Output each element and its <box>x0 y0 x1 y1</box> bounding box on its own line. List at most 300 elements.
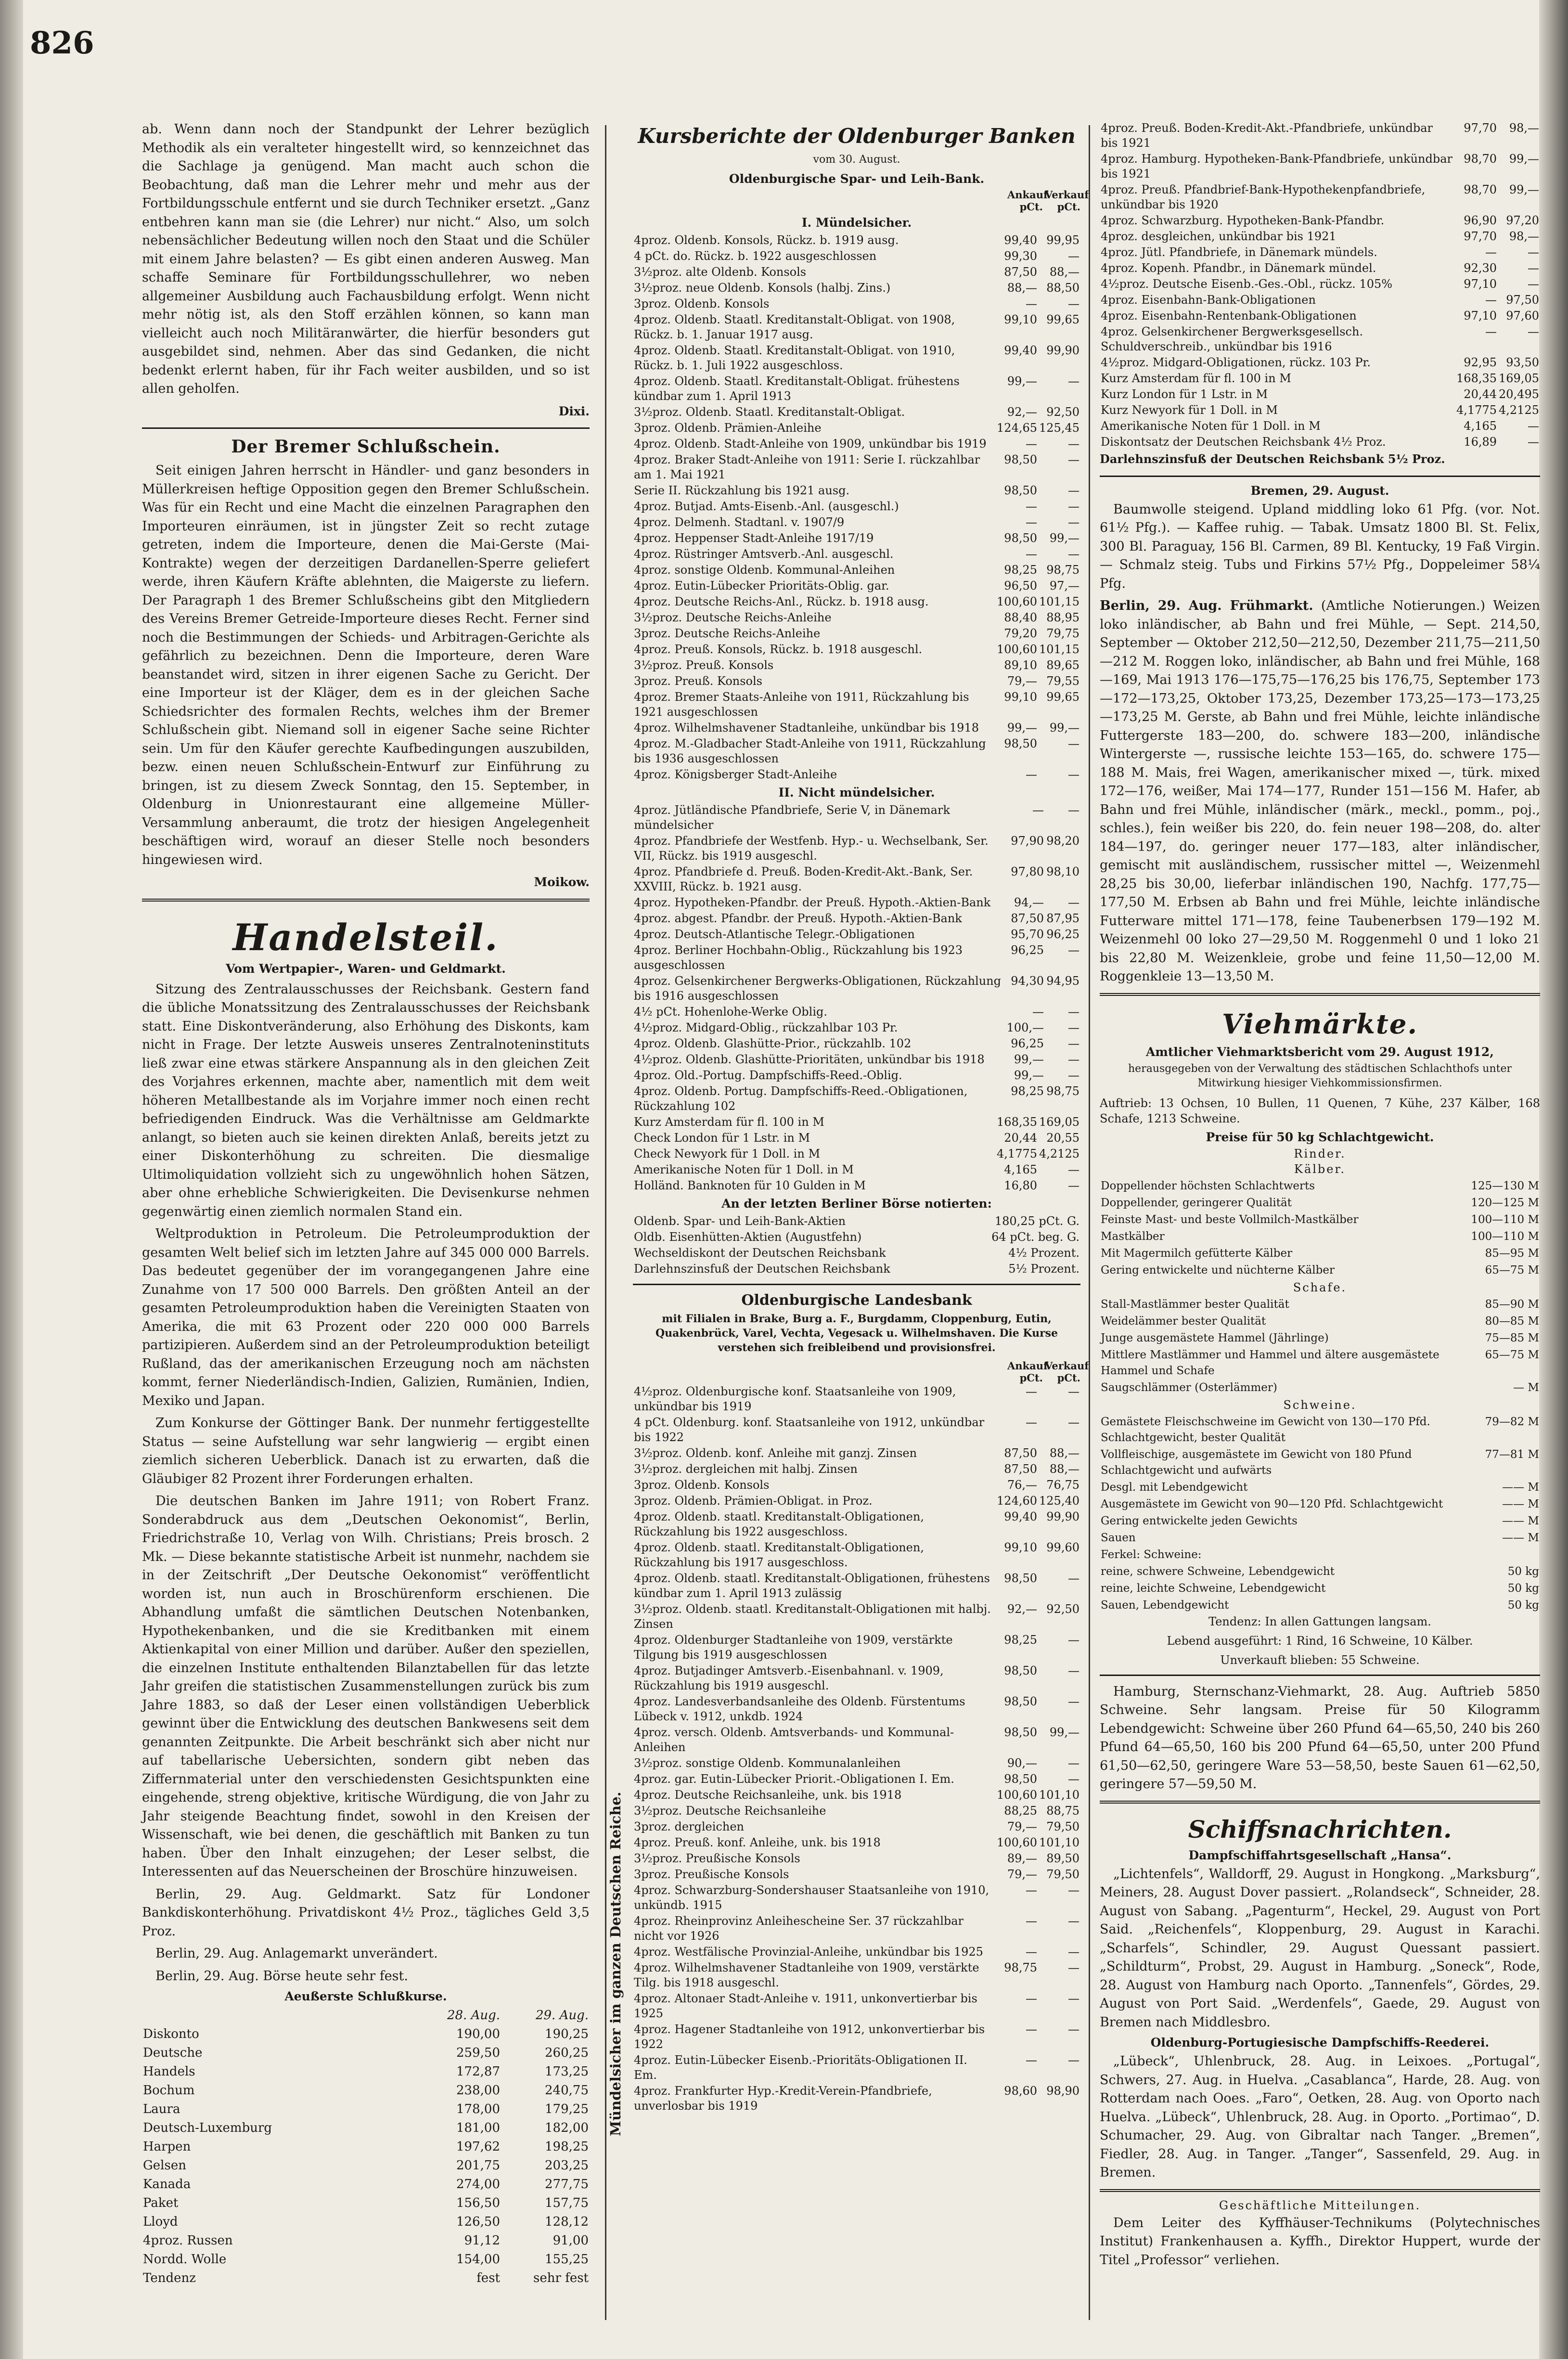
bond-row <box>633 626 1080 642</box>
bond-row <box>633 1540 1080 1571</box>
row-value: 79,— <box>1007 674 1038 688</box>
vieh-category-schafe: Schafe. <box>1293 1280 1347 1294</box>
row-value: 79,20 <box>1004 627 1038 640</box>
row-value: 168,35 <box>997 1115 1038 1129</box>
row-value: 65—75 M <box>1485 1263 1539 1276</box>
row-value: 89,50 <box>1046 1852 1080 1865</box>
row-value: 98,— <box>1509 230 1539 243</box>
paragraph: ab. Wenn dann noch der Standpunkt der Lehrer bezüglich Methodik als ein veralteter hingestellt wird, so kennzeichnet das die Sachlage ja genügend. Man macht auch schon die Beobachtung, daß man die Lehrer mehr und mehr aus der Fortbildungsschule entfernt und sie durch Techniker ersetzt. „Ganz entbehren kann man sie (die Lehrer) nur nicht.“ Also, um solch nebensächlicher Bedeutung willen noch den Staat und die Schüler mit einem Jahre belasten? — Es gibt einen anderen Ausweg. Man schaffe Seminare für Fortbildungsschullehrer, wo neben allgemeiner Ausbildung auch Fachausbildung erfolgt. Wenn nicht mehr nötig ist, als den Stoff erzählen können, so kann man vielleicht auch noch Militäranwärter, die hierfür besonders gut ausgebildet sind, nehmen. Aber das sind Gedanken, die nicht bedenkt erlernt haben, für ihr Fach weiter ausbilden, und so ist allen geholfen. <box>142 122 590 396</box>
row-value: 97,— <box>1049 579 1080 593</box>
bremen-market-text: Baumwolle steigend. Upland middling loko 61 Pfg. (vor. Not. 61½ Pfg.). — Kaffee ruhig. — Tabak. Umsatz 1800 Bl. St. Felix, 300 Bl. Paraguay, 156 Bl. Carmen, 89 Bl. Kentucky, 19 Faß Virgin. — Schmalz steig. Tubs und Firkins 57½ Pfg., Doppeleimer 58¼ Pfg. <box>1100 502 1540 591</box>
price-row <box>1100 1496 1540 1513</box>
row-value: 100,60 <box>997 595 1038 608</box>
row-value: 96,90 <box>1464 214 1497 227</box>
price-row <box>1100 1597 1540 1614</box>
bond-row <box>633 1004 1080 1020</box>
row-value: — <box>1026 1945 1038 1959</box>
row-label: Ausgemästete im Gewicht von 90—120 Pfd. Schlachtgewicht <box>1101 1497 1443 1510</box>
bond-row <box>633 280 1080 296</box>
bond-row <box>633 530 1080 546</box>
row-value: 99,40 <box>1004 344 1038 357</box>
row-value: 101,10 <box>1039 1836 1080 1849</box>
bond-row <box>633 1725 1080 1755</box>
row-value: —— M <box>1502 1531 1539 1544</box>
row-label: 3proz. Oldenb. Konsols <box>634 297 770 310</box>
row-value: 79—82 M <box>1485 1415 1539 1428</box>
bond-row <box>633 1991 1080 2022</box>
row-label: 4 pCt. do. Rückz. b. 1922 ausgeschlossen <box>634 249 877 263</box>
row-value: 98,20 <box>1046 834 1080 848</box>
row-value: — <box>1068 1992 1080 2005</box>
row-value: 99,40 <box>1004 233 1038 247</box>
row-value: 90,— <box>1007 1756 1038 1770</box>
bond-row <box>633 374 1080 404</box>
row-label: Holländ. Banknoten für 10 Gulden in M <box>634 1179 866 1192</box>
row-value: — <box>1068 1037 1080 1050</box>
row-value: 98,25 <box>1004 1633 1038 1647</box>
kursberichte-title: Kursberichte der Oldenburger Banken <box>638 124 1076 148</box>
row-label: 3½proz. Preuß. Konsols <box>634 658 774 672</box>
row-value: —— M <box>1502 1514 1539 1527</box>
row-label: 3proz. Deutsche Reichs-Anleihe <box>634 627 821 640</box>
row-label: 4½proz. Oldenburgische konf. Staatsanleihe von 1909, unkündbar bis 1919 <box>634 1385 956 1413</box>
row-label: 4proz. Schwarzburg. Hypotheken-Bank-Pfandbr. <box>1101 214 1385 227</box>
bond-row <box>633 911 1080 927</box>
row-value: 92,50 <box>1046 1602 1080 1616</box>
price-row <box>1100 1530 1540 1547</box>
berlin-row <box>633 1245 1080 1261</box>
divider <box>142 899 590 902</box>
bond-row <box>633 1787 1080 1803</box>
bond-row <box>633 312 1080 343</box>
divider <box>633 1284 1080 1285</box>
bond-row <box>633 610 1080 626</box>
row-label: 4proz. Schwarzburg-Sondershauser Staatsanleihe von 1910, unkündb. 1915 <box>634 1883 990 1912</box>
row-label: Doppellender, geringerer Qualität <box>1101 1196 1292 1209</box>
row-value: — <box>1068 1772 1080 1786</box>
fx-row <box>633 1162 1080 1178</box>
row-value: 120—125 M <box>1471 1196 1539 1209</box>
price-row <box>1100 1379 1540 1396</box>
bond-row <box>633 1851 1080 1867</box>
price-row <box>1100 1479 1540 1496</box>
row-value: 124,65 <box>997 421 1038 435</box>
bond-row <box>633 1068 1080 1083</box>
bond-row <box>633 1663 1080 1694</box>
row-value: — <box>1485 325 1497 338</box>
bond-row <box>1100 292 1540 308</box>
row-value: 156,50 <box>456 2196 500 2210</box>
row-label: 4proz. Wilhelmshavener Stadtanleihe von 1909, verstärkte Tilg. bis 1918 ausgeschl. <box>634 1961 979 1989</box>
bond-row <box>633 499 1080 515</box>
row-value: — <box>1068 1945 1080 1959</box>
row-value: — <box>1026 1385 1038 1398</box>
row-value: 88,95 <box>1046 611 1080 624</box>
vieh-table-schafe <box>1100 1296 1540 1396</box>
row-value: 92,50 <box>1046 405 1080 419</box>
row-label: 3½proz. Deutsche Reichs-Anleihe <box>634 611 832 624</box>
bank1-table-b <box>633 802 1080 1114</box>
row-label: Vollfleischige, ausgemästete im Gewicht von 180 Pfund Schlachtgewicht und aufwärts <box>1101 1448 1412 1477</box>
row-value: 89,65 <box>1046 658 1080 672</box>
row-value: 173,25 <box>545 2064 589 2079</box>
bond-row <box>633 436 1080 452</box>
bond-row <box>633 594 1080 610</box>
row-value: 101,15 <box>1039 643 1080 656</box>
row-value: 97,20 <box>1506 214 1539 227</box>
row-label: 4proz. sonstige Oldenb. Kommunal-Anleihen <box>634 563 895 577</box>
row-value: 274,00 <box>456 2177 500 2191</box>
row-label: 4proz. Deutsche Reichs-Anl., Rückz. b. 1918 ausg. <box>634 595 929 608</box>
bond-row <box>1100 260 1540 276</box>
row-label: 4proz. Hamburg. Hypotheken-Bank-Pfandbriefe, unkündbar bis 1921 <box>1101 152 1453 180</box>
row-label: 4proz. Wilhelmshavener Stadtanleihe, unkündbar bis 1918 <box>634 721 979 735</box>
row-value: 201,75 <box>456 2158 500 2173</box>
row-value: 85—95 M <box>1485 1247 1539 1260</box>
row-label: Desgl. mit Lebendgewicht <box>1101 1481 1248 1494</box>
row-value: — <box>1528 325 1539 338</box>
reichsbank-note: Darlehnszinsfuß der Deutschen Reichsbank 5½ Proz. <box>1100 452 1445 466</box>
row-value: 155,25 <box>545 2252 589 2267</box>
bond-row <box>633 404 1080 420</box>
row-value: 190,25 <box>545 2027 589 2041</box>
bond-row <box>633 1755 1080 1771</box>
vieh-unit: Preise für 50 kg Schlachtgewicht. <box>1206 1130 1434 1144</box>
row-value: — <box>1068 374 1080 388</box>
bond-row <box>1100 276 1540 292</box>
row-value: — <box>1026 2053 1038 2067</box>
row-value: 99,10 <box>1004 313 1038 326</box>
row-value: 99,— <box>1014 1053 1044 1066</box>
row-value: — <box>1068 249 1080 263</box>
bond-row <box>633 515 1080 530</box>
row-value: 99,— <box>1007 721 1038 735</box>
row-label: Nordd. Wolle <box>143 2252 227 2267</box>
row-value: 79,50 <box>1046 1820 1080 1833</box>
row-value: 259,50 <box>456 2046 500 2060</box>
row-value: 98,— <box>1509 121 1539 135</box>
row-label: 3½proz. Deutsche Reichsanleihe <box>634 1804 826 1818</box>
bond-row <box>1100 355 1540 371</box>
row-label: 4proz. Frankfurter Hyp.-Kredit-Verein-Pfandbriefe, unverlosbar bis 1919 <box>634 2084 932 2113</box>
row-label: 4proz. Oldenb. Stadt-Anleihe von 1909, unkündbar bis 1919 <box>634 437 987 451</box>
row-value: 99,— <box>1049 531 1080 545</box>
row-value: 98,70 <box>1464 183 1497 196</box>
vieh-auftrieb: Auftrieb: 13 Ochsen, 10 Bullen, 11 Quenen, 7 Kühe, 237 Kälber, 168 Schafe, 1213 Schweine. <box>1100 1096 1540 1125</box>
bond-row <box>633 2022 1080 2052</box>
row-label: 3½proz. Preußische Konsols <box>634 1852 800 1865</box>
row-value: 16,89 <box>1464 435 1497 449</box>
row-label: Deutsch-Luxemburg <box>143 2121 272 2135</box>
row-label: Serie II. Rückzahlung bis 1921 ausg. <box>634 484 850 497</box>
bond-row <box>633 973 1080 1004</box>
row-label: 4proz. Kopenh. Pfandbr., in Dänemark mündel. <box>1101 261 1376 275</box>
bond-row <box>633 546 1080 562</box>
row-value: 98,75 <box>1004 1961 1038 1974</box>
bond-row <box>633 296 1080 312</box>
quote-row <box>142 2175 590 2194</box>
row-value: —— M <box>1502 1481 1539 1494</box>
row-label: 4proz. Delmenh. Stadtanl. v. 1907/9 <box>634 516 845 529</box>
row-value: 98,50 <box>1004 1664 1038 1677</box>
row-value: 87,95 <box>1046 912 1080 925</box>
row-label: Gering entwickelte und nüchterne Kälber <box>1101 1263 1335 1276</box>
quote-row <box>142 2119 590 2138</box>
bond-row <box>1100 120 1540 151</box>
bond-row <box>633 767 1080 783</box>
row-value: 97,10 <box>1464 309 1497 322</box>
row-label: Junge ausgemästete Hammel (Jährlinge) <box>1101 1331 1329 1344</box>
divider <box>1100 476 1540 477</box>
divider <box>1100 993 1540 996</box>
bond-row <box>1100 229 1540 245</box>
row-label: 4½proz. Midgard-Oblig., rückzahlbar 103 Pr. <box>634 1021 898 1034</box>
bond-row <box>633 1803 1080 1819</box>
row-value: 99,65 <box>1046 313 1080 326</box>
bank-continued-table <box>1100 120 1540 450</box>
row-value: — <box>1068 1914 1080 1928</box>
row-label: reine, leichte Schweine, Lebendgewicht <box>1101 1582 1326 1595</box>
row-value: 96,25 <box>1011 943 1044 957</box>
intro-signature: Dixi. <box>558 404 590 418</box>
row-label: Paket <box>143 2196 179 2210</box>
row-value: 125,45 <box>1039 421 1080 435</box>
row-value: — <box>1026 437 1038 451</box>
row-value: 4,165 <box>1464 419 1497 433</box>
quote-row <box>142 2063 590 2081</box>
row-label: 4½proz. Deutsche Eisenb.-Ges.-Obl., rückz. 105% <box>1101 277 1393 291</box>
row-label: Tendenz <box>143 2271 196 2285</box>
row-value: 79,50 <box>1046 1868 1080 1881</box>
price-row <box>1100 1446 1540 1479</box>
row-value: 88,— <box>1049 1462 1080 1476</box>
row-label: 4proz. Oldenb. staatl. Kreditanstalt-Obligationen, Rückzahlung bis 1917 ausgeschloss. <box>634 1541 924 1569</box>
row-label: 4proz. versch. Oldenb. Amtsverbands- und Kommunal-Anleihen <box>634 1726 954 1754</box>
bond-row <box>633 1083 1080 1114</box>
row-value: 92,— <box>1007 405 1038 419</box>
row-label: 4proz. Jütl. Pfandbriefe, in Dänemark mündels. <box>1101 245 1377 259</box>
column-divider-1 <box>605 125 606 2320</box>
fx-row <box>633 1130 1080 1146</box>
row-value: — <box>1068 1385 1080 1398</box>
vieh-category-kaelber: Kälber. <box>1294 1162 1346 1176</box>
quotes-title: Aeußerste Schlußkurse. <box>284 1989 447 2003</box>
table-head <box>633 1360 1089 1384</box>
price-row <box>1100 1228 1540 1245</box>
divider <box>1100 1801 1540 1804</box>
price-row <box>1100 1347 1540 1379</box>
section-mündelsicher: I. Mündelsicher. <box>801 216 912 230</box>
row-value: — <box>1068 896 1080 909</box>
price-row <box>1100 1245 1540 1262</box>
row-label: 4proz. Gelsenkirchener Bergwerksgesellsch. Schuldverschreib., unkündbar bis 1916 <box>1101 325 1363 353</box>
row-label: 3proz. Preußische Konsols <box>634 1868 789 1881</box>
row-value: 99,— <box>1509 152 1539 166</box>
row-label: Check London für 1 Lstr. in M <box>634 1131 810 1145</box>
row-label: 4proz. Russen <box>143 2233 233 2248</box>
row-value: 91,00 <box>553 2233 589 2248</box>
row-label: 4proz. Bremer Staats-Anleihe von 1911, Rückzahlung bis 1921 ausgeschlossen <box>634 690 969 719</box>
row-value: 172,87 <box>456 2064 500 2079</box>
row-value: — <box>1068 1053 1080 1066</box>
row-value: 126,50 <box>456 2215 500 2229</box>
row-label: Kanada <box>143 2177 191 2191</box>
row-value: 169,05 <box>1039 1115 1080 1129</box>
row-value: — <box>1026 547 1038 561</box>
row-value: 98,10 <box>1046 865 1080 878</box>
row-value: 99,— <box>1014 1069 1044 1082</box>
row-label: 4proz. Oldenb. Konsols, Rückz. b. 1919 ausg. <box>634 233 899 247</box>
row-value: — <box>1068 547 1080 561</box>
quote-row <box>142 2025 590 2044</box>
row-label: Saugschlämmer (Osterlämmer) <box>1101 1381 1277 1394</box>
row-value: 92,95 <box>1464 356 1497 369</box>
table-head <box>633 189 1089 213</box>
row-value: 97,50 <box>1506 293 1539 307</box>
berlin-row <box>633 1261 1080 1277</box>
row-label: 4proz. Heppenser Stadt-Anleihe 1917/19 <box>634 531 874 545</box>
row-value: 98,50 <box>1004 1726 1038 1739</box>
row-value: 16,80 <box>1004 1179 1038 1192</box>
row-value: — <box>1528 245 1539 259</box>
row-value: 100,60 <box>997 643 1038 656</box>
row-value: 98,50 <box>1004 1695 1038 1708</box>
row-value: fest <box>476 2271 500 2285</box>
row-label: 3½proz. Oldenb. Staatl. Kreditanstalt-Obligat. <box>634 405 905 419</box>
row-label: 4 pCt. Oldenburg. konf. Staatsanleihe von 1912, unkündbar bis 1922 <box>634 1416 985 1444</box>
row-value: 181,00 <box>456 2121 500 2135</box>
row-value: 197,62 <box>456 2140 500 2154</box>
row-value: 4½ Prozent. <box>1008 1246 1080 1260</box>
row-label: Bochum <box>143 2083 195 2098</box>
row-label: 3proz. Oldenb. Prämien-Obligat. in Proz. <box>634 1494 873 1508</box>
bremen-article-title: Der Bremer Schlußschein. <box>231 437 501 457</box>
row-value: 98,50 <box>1004 531 1038 545</box>
bond-row <box>633 864 1080 895</box>
row-label: Gering entwickelte jeden Gewichts <box>1101 1514 1298 1527</box>
row-value: 50 kg <box>1507 1565 1539 1578</box>
row-label: 4proz. Pfandbriefe der Westfenb. Hyp.- u. Wechselbank, Ser. VII, Rückz. bis 1919 ausgeschl. <box>634 834 989 863</box>
bond-row <box>633 1509 1080 1540</box>
row-label: 4proz. Preuß. konf. Anleihe, unk. bis 1918 <box>634 1836 881 1849</box>
bank2-table <box>633 1384 1080 2114</box>
berlin-market-body: (Amtliche Notierungen.) Weizen loko inländischer, ab Bahn und frei Mühle, — Sept. 214,50, September — Oktober 212,50—212,50, Dezember 211,75—211,50—212 M. Roggen loko, inländischer, ab Bahn und frei Mühle, 168—169, Mai 1913 176—175,75—176,25 bis 176,75, September 173—172—173,25, Oktober 173,25, Dezember 173,25—173—173,25—173,25 M. Gerste, ab Bahn und frei Mühle, leichte inländische Futtergerste 183—200, do. schwere 183—200, inländische Wintergerste —, russische leichte 153—165, do. schwere 175—188 M. Mais, frei Wagen, amerikanischer mixed —, türk. mixed 172—176, weißer, Mai 174—177, Runder 151—156 M. Hafer, ab Bahn und frei Mühle, inländischer (märk., meckl., pomm., poj., schles.), fein weißer bis 220, do. fein neuer 198—208, do. alter 184—197, do. geringer neuer 177—183, alter inländischer, gemischt mit ausländischem, russischer mittel —, Weizenmehl 28,25 bis 30,00, lieferbar inländischen 190, Nachfg. 177,75—177,50 M. Erbsen ab Bahn und frei Mühle, leichte inländische Futterware mittel 171—178, feine Taubenerbsen 179—192 M. Weizenmehl 00 loko 27—29,50 M. Roggenmehl 0 und 1 loko 21 bis 22,80 M. Weizenkleie, grobe und feine 11,50—12,00 M. Roggenkleie 13—13,50 M. <box>1100 598 1540 984</box>
bond-row <box>633 1771 1080 1787</box>
row-value: 98,75 <box>1046 563 1080 577</box>
bond-row <box>1100 371 1540 387</box>
row-value: — <box>1068 803 1080 817</box>
row-value: — <box>1068 943 1080 957</box>
section-nicht-mündelsicher: II. Nicht mündelsicher. <box>778 786 935 799</box>
quotes-table <box>142 2006 590 2288</box>
paragraph: Die deutschen Banken im Jahre 1911; von Robert Franz. Sonderabdruck aus dem „Deutschen Oekonomist“, Berlin, Friedrichstraße 10, Verlag von Wilh. Christians; Preis brosch. 2 Mk. — Diese bekannte statistische Arbeit ist nunmehr, nachdem sie in der Zeitschrift „Der Deutsche Oekonomist“ veröffentlicht worden ist, nun auch in Broschürenform erschienen. Die Abhandlung umfaßt die sämtlichen Deutschen Notenbanken, Hypothekenbanken, und die sie Kreditbanken mit einem Aktienkapital von einer Million und darüber. Außer den speziellen, die einzelnen Institute enthaltenden Bilanztabellen für das letzte Jahr greifen die statistischen Zusammenstellungen zurück bis zum Jahre 1883, so daß der Leser einen vollständigen Ueberblick gewinnt über die Entwicklung des deutschen Bankwesens seit dem genannten Zeitpunkte. Die Arbeit beschränkt sich aber nicht nur auf tabellarische Uebersichten, sondern gibt neben das Ziffernmaterial unter den verschiedensten Gesichtspunkten eine eingehende, streng objektive, kritische Würdigung, die von Jahr zu Jahr steigende Beachtung findet, sowohl in den Kreisen der Wissenschaft, wie bei denen, die geschäftlich mit Banken zu tun haben. Über den Inhalt einzugehen; der Leser selbst, die Interessenten auf das Neuerscheinen der Broschüre hinzuweisen. <box>142 1494 590 1879</box>
row-value: 98,25 <box>1004 563 1038 577</box>
row-value: 87,50 <box>1011 912 1044 925</box>
bond-row <box>633 578 1080 594</box>
row-value: 99,30 <box>1004 249 1038 263</box>
row-value: 89,— <box>1007 1852 1038 1865</box>
row-value: — <box>1485 245 1497 259</box>
row-value: 5½ Prozent. <box>1008 1262 1080 1276</box>
row-label: 4proz. Berliner Hochbahn-Oblig., Rückzahlung bis 1923 ausgeschlossen <box>634 943 963 972</box>
quote-row <box>142 2231 590 2250</box>
row-value: — <box>1026 768 1038 781</box>
row-value: 88,75 <box>1046 1804 1080 1818</box>
hansa-text: „Lichtenfels“, Walldorff, 29. August in Hongkong. „Marksburg“, Meiners, 28. August Dover passiert. „Rolandseck“, Schneider, 28. August von Sabang. „Pagenturm“, Heckel, 29. August von Port Said. „Reichenfels“, Kloppenburg, 29. August in Karachi. „Scharfels“, Schindler, 29. August Quessant passiert. „Schildturm“, Probst, 29. August in Hamburg. „Soneck“, Rode, 28. August von Hamburg nach Oporto. „Tannenfels“, Gördes, 29. August von Port Said. „Werdenfels“, Gaede, 29. August von Bremen nach Middlesbro. <box>1100 1866 1540 2030</box>
row-value: 50 kg <box>1507 1598 1539 1611</box>
price-row <box>1100 1547 1540 1563</box>
row-value: 99,10 <box>1004 690 1038 704</box>
row-value: — <box>1068 1069 1080 1082</box>
row-label: Weidelämmer bester Qualität <box>1101 1315 1266 1328</box>
row-value: — <box>1068 1883 1080 1897</box>
vieh-category-schweine: Schweine. <box>1283 1398 1357 1412</box>
row-value: 50 kg <box>1507 1582 1539 1595</box>
price-row <box>1100 1563 1540 1580</box>
bond-row <box>633 895 1080 911</box>
viehmaerkte-title: Viehmärkte. <box>1222 1008 1418 1040</box>
bond-row <box>633 1036 1080 1052</box>
bond-row <box>633 483 1080 499</box>
bond-row <box>633 942 1080 973</box>
row-value: 4,1775 <box>1456 403 1497 417</box>
bond-row <box>633 2083 1080 2114</box>
row-value: — <box>1068 1695 1080 1708</box>
row-value: 79,55 <box>1046 674 1080 688</box>
row-label: Darlehnszinsfuß der Deutschen Reichsbank <box>634 1262 890 1276</box>
row-value: 96,25 <box>1046 928 1080 941</box>
row-value: 88,40 <box>1004 611 1038 624</box>
row-value: — <box>1068 500 1080 513</box>
hansa-head: Dampfschiffahrtsgesellschaft „Hansa“. <box>1188 1848 1452 1862</box>
row-value: 98,50 <box>1004 737 1038 750</box>
row-value: 179,25 <box>545 2102 589 2116</box>
reederei-text: „Lübeck“, Uhlenbruck, 28. Aug. in Leixoes. „Portugal“, Schwers, 27. Aug. in Huelva. „Casablanca“, Harde, 28. Aug. von Rotterdam nach Ooes. „Faro“, Oetken, 28. Aug. von Oporto nach Huelva. „Lübeck“, Uhlenbruck, 28. Aug. in Oporto. „Portimao“, D. Schumacher, 29. Aug. von Gibraltar nach Tanger. „Bremen“, Fiedler, 28. Aug. in Tanger. „Tanger“, Sassenfeld, 29. Aug. in Bremen. <box>1100 2054 1540 2180</box>
row-value: — <box>1068 1756 1080 1770</box>
row-label: 4proz. Rheinprovinz Anleihescheine Ser. 37 rückzahlbar nicht vor 1926 <box>634 1914 964 1943</box>
vieh-unverkauft: Unverkauft blieben: 55 Schweine. <box>1220 1653 1420 1667</box>
page-edge-shadow-right <box>1539 0 1568 2359</box>
bond-row <box>633 642 1080 657</box>
quote-row <box>142 2269 590 2288</box>
row-label: Oldb. Eisenhütten-Aktien (Augustfehn) <box>634 1230 862 1244</box>
row-value: 97,70 <box>1464 121 1497 135</box>
row-label: Diskonto <box>143 2027 199 2041</box>
bremen-signature: Moikow. <box>534 875 590 889</box>
row-label: 4proz. Oldenb. Staatl. Kreditanstalt-Obligat. von 1910, Rückz. b. 1. Juli 1922 ausgeschloss. <box>634 344 955 372</box>
row-label: Kurz Amsterdam für fl. 100 in M <box>634 1115 824 1129</box>
row-value: 99,— <box>1007 374 1038 388</box>
berlin-market-text <box>1100 597 1540 986</box>
row-label: 4proz. Preuß. Boden-Kredit-Akt.-Pfandbriefe, unkündbar bis 1921 <box>1101 121 1433 150</box>
row-value: 95,70 <box>1011 928 1044 941</box>
row-value: 94,— <box>1014 896 1044 909</box>
bond-row <box>633 689 1080 720</box>
row-value: 100—110 M <box>1471 1230 1539 1243</box>
row-value: 168,35 <box>1456 372 1497 385</box>
row-label: 3proz. Oldenb. Prämien-Anleihe <box>634 421 822 435</box>
quotes-header-row <box>142 2006 590 2025</box>
handelsteil-title: Handelsteil. <box>232 915 499 959</box>
column-header: Ankauf pCt. <box>1007 1360 1048 1384</box>
row-value: 64 pCt. beg. G. <box>991 1230 1080 1244</box>
row-value: 198,25 <box>545 2140 589 2154</box>
divider <box>1100 2189 1540 2192</box>
row-label: Oldenb. Spar- und Leih-Bank-Aktien <box>634 1214 846 1228</box>
bond-row <box>633 1052 1080 1068</box>
bank1-fx-table <box>633 1114 1080 1194</box>
row-value: — <box>1026 2023 1038 2036</box>
